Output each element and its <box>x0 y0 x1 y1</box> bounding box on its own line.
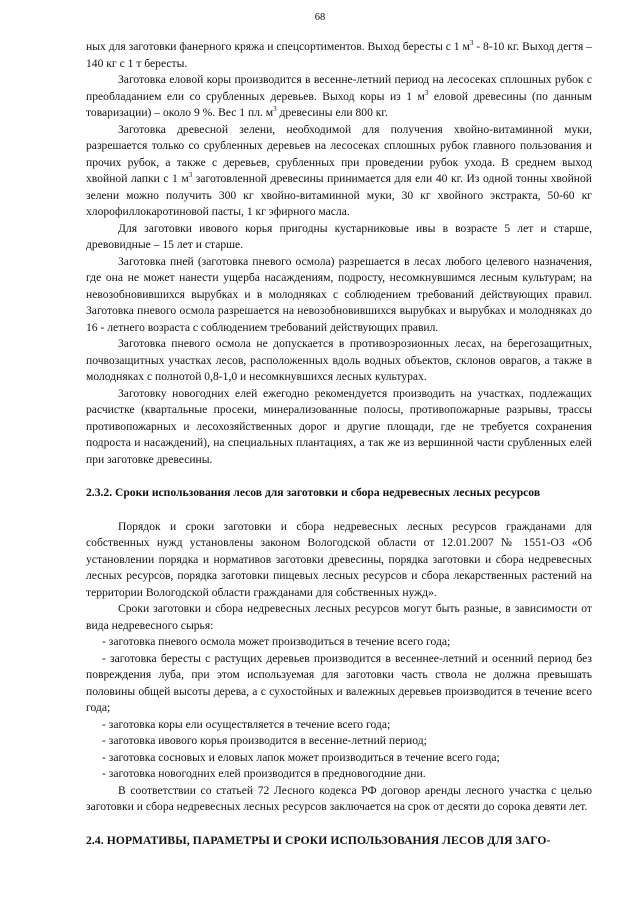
page-body <box>86 39 592 849</box>
paragraph-harvest-terms-intro: Сроки заготовки и сбора недревесных лесных ресурсов могут быть разные, в зависимости от вида недревесного сырья: <box>86 602 592 632</box>
paragraph-new-year-trees: Заготовку новогодних елей ежегодно рекомендуется производить на участках, подлежащих расчистке (квартальные просеки, минерализованные полосы, противопожарные разрывы, трассы противопожарных и лесохозяйственных дорог и другие площади, где не требуется сохранения подроста и насаждений), на специальных плантациях, а так же из вершинной части срубленных елей при заготовке древесины. <box>86 386 592 466</box>
page-number: 68 <box>314 12 326 23</box>
list-item: - заготовка пневого осмола может производиться в течение всего года; <box>102 635 451 648</box>
section-heading-2-4: 2.4. НОРМАТИВЫ, ПАРАМЕТРЫ И СРОКИ ИСПОЛЬЗОВАНИЯ ЛЕСОВ ДЛЯ ЗАГО- <box>86 833 551 847</box>
paragraph-birch-bark-yield: ных для заготовки фанерного кряжа и спецсортиментов. Выход бересты с 1 $м^3 - 8-10$ кг. Выход дегтя – 140 кг с 1 т бересты. <box>86 39 592 70</box>
paragraph-willow-bark: Для заготовки ивового корья пригодны кустарниковые ивы в возрасте 5 лет и старше, древовидные – 15 лет и старше. <box>86 221 592 251</box>
list-item: - заготовка коры ели осуществляется в течение всего года; <box>102 717 391 731</box>
section-heading-2-3-2: 2.3.2. Сроки использования лесов для заготовки и сбора недревесных лесных ресурсов <box>86 486 541 499</box>
paragraph-wood-greens: Заготовка древесной зелени, необходимой для получения хвойно-витаминной муки, разрешается только со срубленных деревьев на лесосеках сплошных рубок главного пользования и прочих рубок, а также с деревьев, срубленных при проведении рубок ухода. В среднем выход хвойной лапки с 1 $м^3$ заготовленной древесины принимается для ели 40 кг. Из одной тонны хвойной зелени можно получить 300 кг хвойно-витаминной муки, 30 кг хвойного экстракта, 50-60 кг хлорофиллокаротиновой пасты, 1 кг эфирного масла. <box>86 122 592 218</box>
paragraph-stump-restrictions: Заготовка пневого осмола не допускается в противоэрозионных лесах, на берегозащитных, почвозащитных участках лесов, расположенных вдоль водных объектов, склонов оврагов, а также в молодняках с полнотой 0,8-1,0 и несомкнувшихся лесных культурах. <box>86 337 592 383</box>
paragraph-spruce-bark: Заготовка еловой коры производится в весенне-летний период на лесосеках сплошных рубок с преобладанием ели со срубленных деревьев. Выход коры из 1 $м^3$ еловой древесины (по данным товаризации) – около 9 %. Вес 1 пл. $м^3$ древесины ели 800 кг. <box>86 73 592 119</box>
list-item: - заготовка ивового корья производится в весенне-летний период; <box>102 734 427 747</box>
list-item: - заготовка бересты с растущих деревьев производится в весеннее-летний и осенний период без повреждения луба, при этом используемая для заготовки часть ствола не должна превышать половины общей высоты дерева, а с сухостойных и валежных деревьев производится в течение всего года; <box>86 651 592 714</box>
paragraph-regional-law: Порядок и сроки заготовки и сбора недревесных лесных ресурсов гражданами для собственных нужд установлены законом Вологодской области от 12.01.2007 № 1551-ОЗ «Об установлении порядка и нормативов заготовки древесины, порядка заготовки и сбора недревесных лесных ресурсов, порядка заготовки пищевых лесных ресурсов и сбора лекарственных растений на территории Вологодской области гражданами для собственных нужд». <box>86 519 592 599</box>
list-item: - заготовка сосновых и еловых лапок может производиться в течение всего года; <box>102 750 500 764</box>
paragraph-stump-harvest: Заготовка пней (заготовка пневого осмола) разрешается в лесах любого целевого назначения, где она не может нанести ущерба насаждениям, подросту, несомкнувшимся лесным культурам; на невозобновившихся вырубках и в молодняках с соблюдением требований действующих правил. Заготовка пневого осмола разрешается на невозобновившихся вырубках и вырубках и молодняках до 16 - летнего возраста с соблюдением требований действующих правил. <box>86 254 592 334</box>
paragraph-lease-term: В соответствии со статьей 72 Лесного кодекса РФ договор аренды лесного участка с целью заготовки и сбора недревесных лесных ресурсов заключается на срок от десяти до сорока девяти лет. <box>86 783 592 813</box>
list-item: - заготовка новогодних елей производится в предновогодние дни. <box>102 767 426 780</box>
